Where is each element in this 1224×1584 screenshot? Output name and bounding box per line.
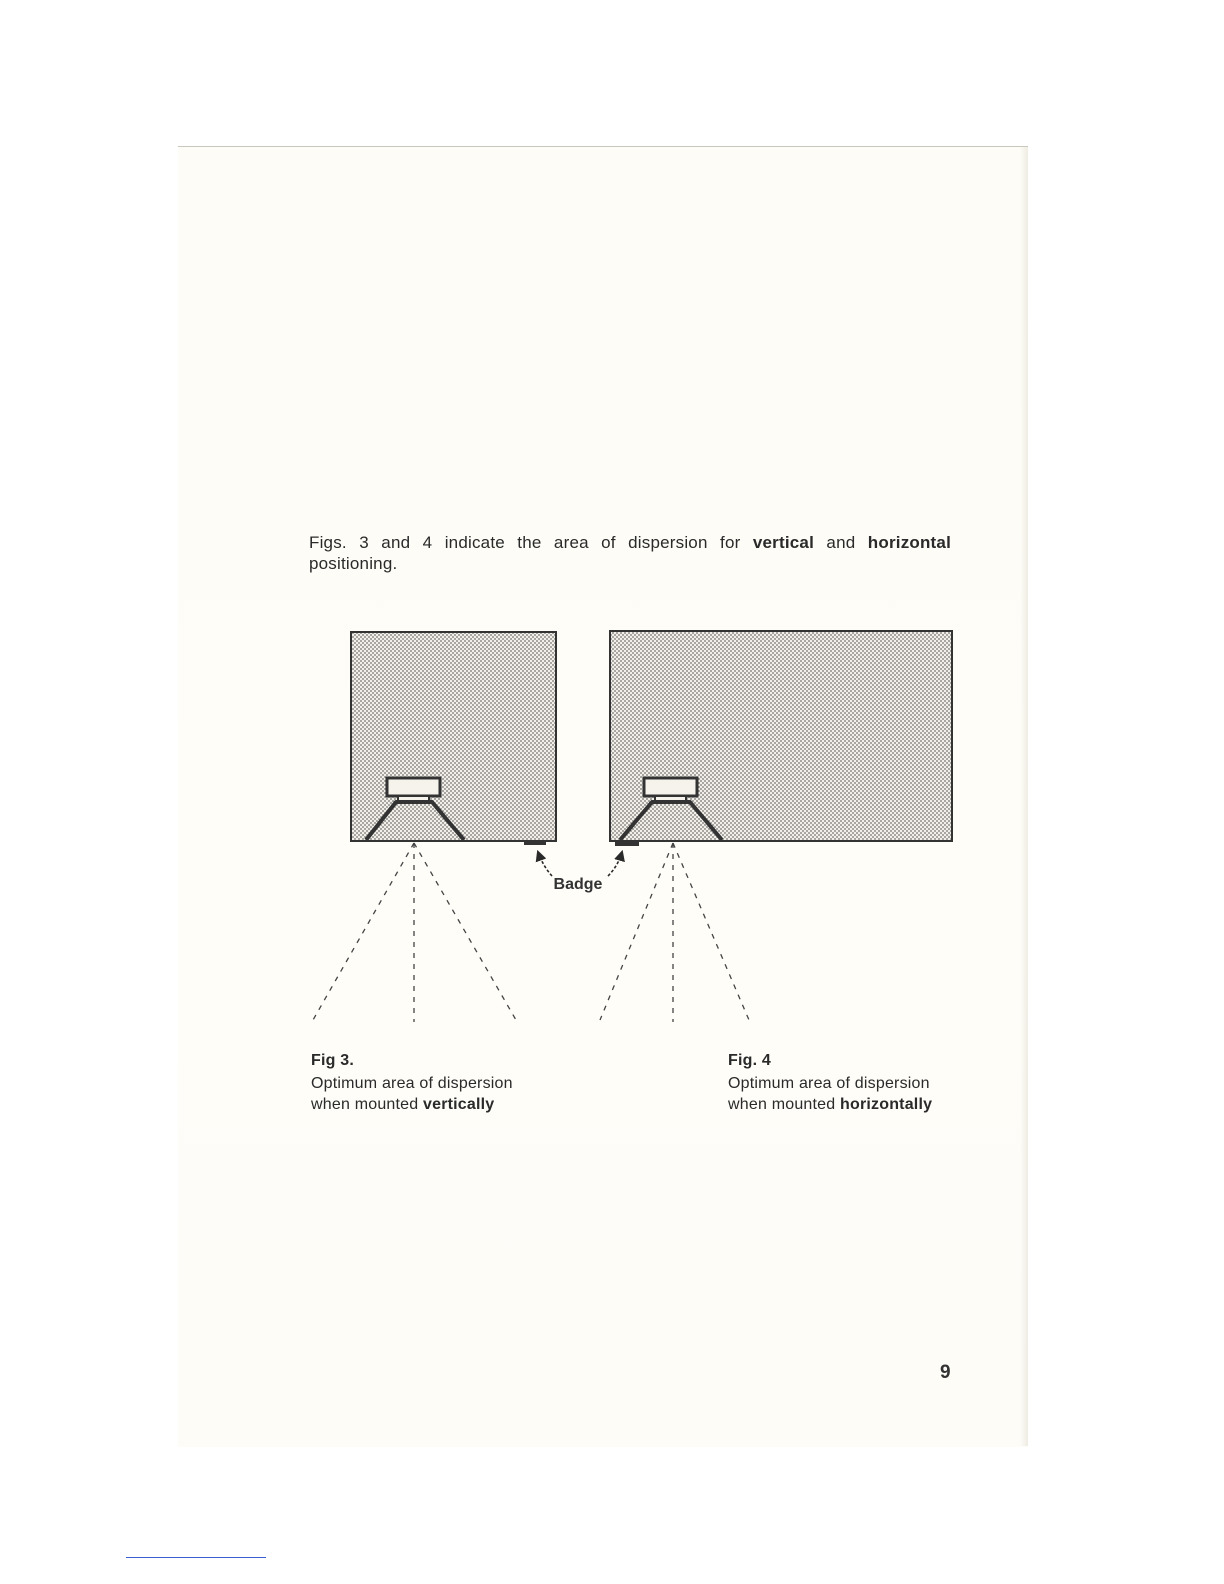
intro-bold-horizontal: horizontal bbox=[867, 533, 951, 552]
fig3-caption-line2-prefix: when mounted bbox=[311, 1096, 424, 1113]
fig3-cabinet bbox=[351, 632, 556, 845]
fig4-caption bbox=[728, 1050, 968, 1115]
fig3-caption-line2-bold: vertically bbox=[423, 1096, 495, 1113]
intro-text-end: positioning. bbox=[309, 554, 398, 573]
fig3-badge-mark bbox=[524, 841, 546, 845]
intro-bold-vertical: vertical bbox=[752, 533, 815, 552]
fig4-dispersion-lines bbox=[600, 843, 749, 1022]
fig3-caption-line1: Optimum area of dispersion bbox=[311, 1075, 513, 1092]
badge-label: Badge bbox=[553, 876, 603, 893]
intro-text-start: Figs. 3 and 4 indicate the area of dispersion for bbox=[309, 533, 753, 552]
fig4-caption-line2-prefix: when mounted bbox=[728, 1096, 841, 1113]
fig4-cabinet bbox=[610, 631, 952, 846]
fig4-number: Fig. 4 bbox=[728, 1052, 771, 1069]
fig3-number: Fig 3. bbox=[311, 1052, 354, 1069]
fig3-dispersion-lines bbox=[313, 843, 516, 1022]
fig4-speaker-magnet bbox=[644, 778, 697, 796]
badge-arrow-left bbox=[538, 852, 552, 876]
intro-text-middle: and bbox=[814, 533, 868, 552]
footer-rule bbox=[126, 1557, 266, 1558]
fig3-speaker-magnet bbox=[387, 778, 440, 796]
fig4-badge-mark bbox=[615, 841, 639, 846]
fig4-caption-line1: Optimum area of dispersion bbox=[728, 1075, 930, 1092]
fig3-caption bbox=[311, 1050, 571, 1115]
badge-arrow-right bbox=[608, 852, 622, 876]
badge-callout bbox=[538, 852, 622, 893]
fig4-caption-line2-bold: horizontally bbox=[840, 1096, 933, 1113]
page-number: 9 bbox=[940, 1362, 951, 1383]
